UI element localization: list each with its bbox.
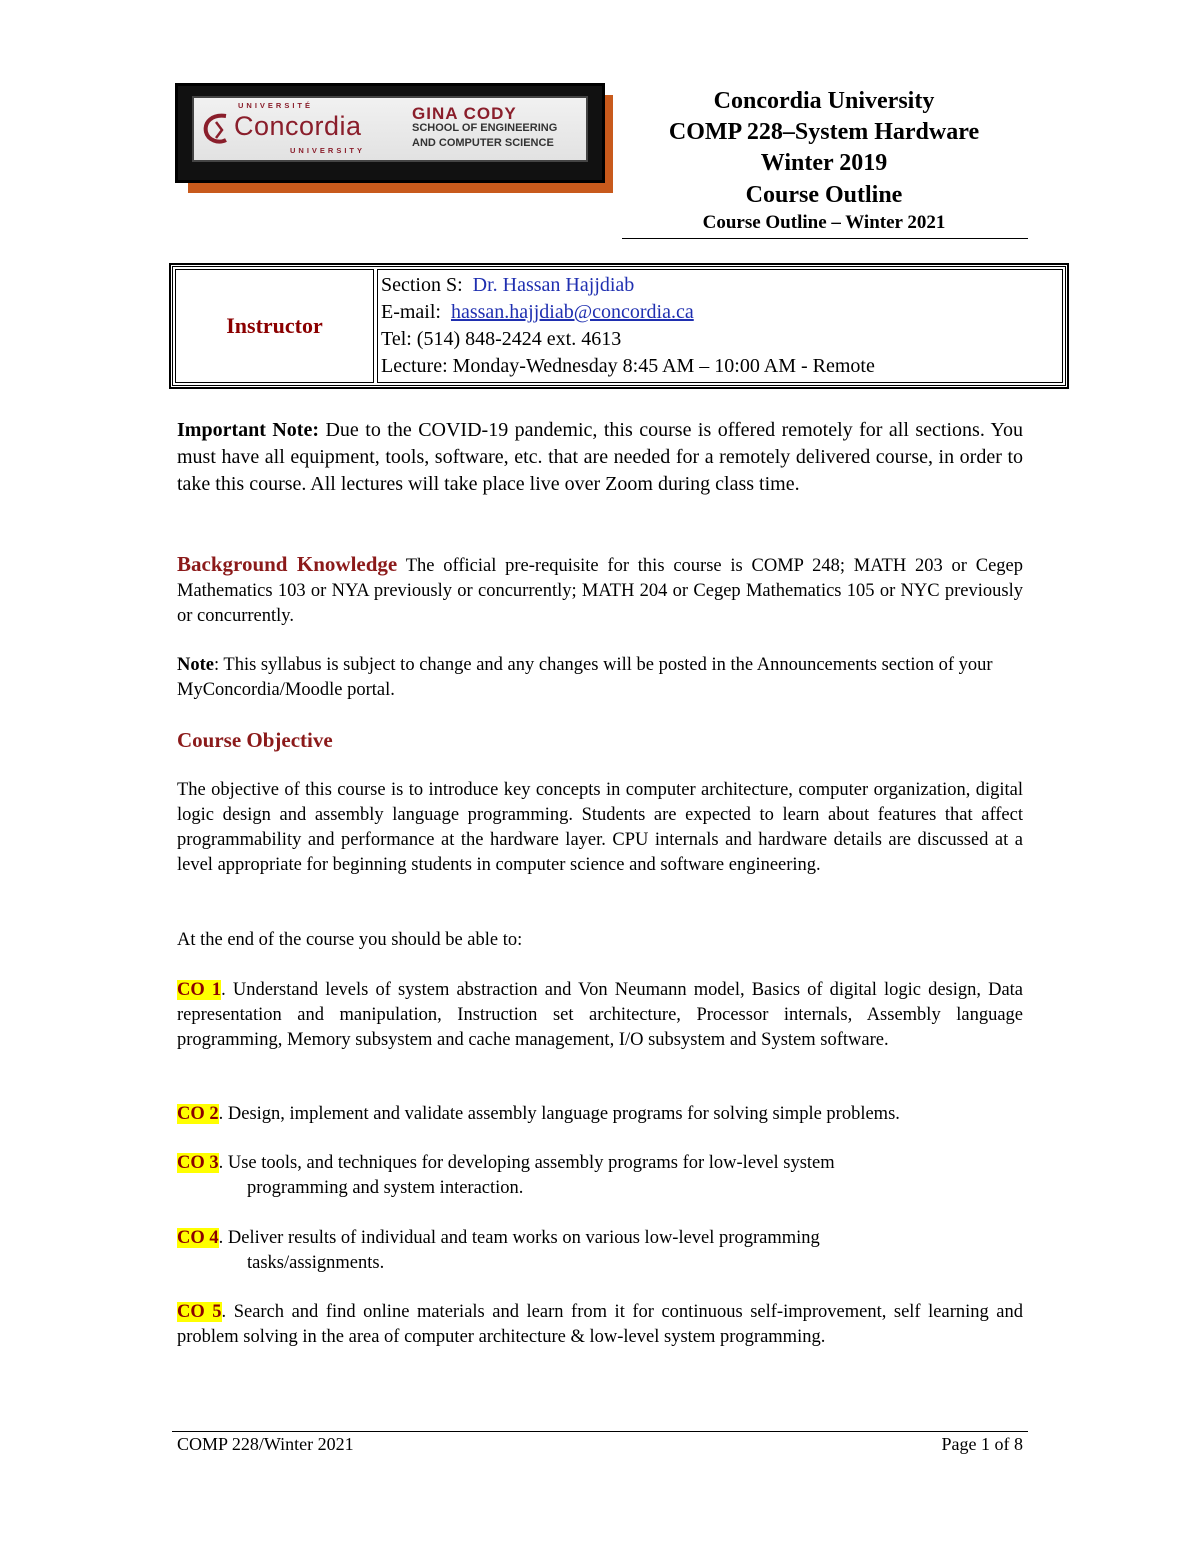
outcome-text: . Design, implement and validate assembly language programs for solving simple problems. bbox=[218, 1104, 900, 1124]
syllabus-note bbox=[177, 653, 1007, 703]
header-university: Concordia University bbox=[713, 88, 935, 114]
outcome-co4 bbox=[177, 1226, 1023, 1276]
concordia-logo bbox=[192, 96, 588, 162]
logo-school bbox=[412, 106, 557, 151]
logo-wordmark: Concordia bbox=[234, 111, 362, 141]
note-text: : This syllabus is subject to change and any changes will be posted in the Announcements section of your MyConcordia/Moodle portal. bbox=[177, 655, 993, 700]
outcome-tag: CO 5 bbox=[177, 1302, 222, 1322]
important-note bbox=[177, 417, 1023, 498]
important-note-label: Important Note: bbox=[177, 419, 319, 441]
outcome-tag: CO 3 bbox=[177, 1153, 219, 1173]
logo-school-name: GINA CODY bbox=[412, 104, 517, 123]
header-rule bbox=[622, 238, 1028, 239]
instructor-email-link[interactable]: hassan.hajjdiab@concordia.ca bbox=[450, 301, 694, 323]
outcome-tag: CO 2 bbox=[177, 1104, 219, 1124]
outcome-co1 bbox=[177, 978, 1023, 1053]
outcome-text: . Use tools, and techniques for developing assembly programs for low-level system bbox=[218, 1153, 835, 1173]
background-heading: Background Knowledge bbox=[177, 552, 398, 576]
outcome-co2 bbox=[177, 1102, 1023, 1127]
instructor-name: Dr. Hassan Hajjdiab bbox=[472, 274, 635, 296]
footer-rule bbox=[172, 1431, 1028, 1432]
objective-text: The objective of this course is to introduce key concepts in computer architecture, computer organization, digital logic design and assembly language programming. Students are expected to learn about features that affect programmability and performance at the hardware layer. CPU internals and hardware details are discussed at a level appropriate for beginning students in computer science and software engineering. bbox=[177, 780, 1023, 875]
instructor-email-row bbox=[381, 299, 694, 326]
important-note-text: Due to the COVID-19 pandemic, this course is offered remotely for all sections. You must have all equipment, tools, software, etc. that are needed for a remotely delivered course, in order to take this course. All lectures will take place live over Zoom during class time. bbox=[177, 419, 1023, 495]
objective-intro: At the end of the course you should be able to: bbox=[177, 930, 523, 950]
objective-heading: Course Objective bbox=[177, 728, 333, 752]
header-term: Winter 2019 bbox=[760, 150, 888, 176]
outcome-text: . Understand levels of system abstraction and Von Neumann model, Basics of digital logic design, Data representation and manipulation, Instruction set architecture, Processor internals, Assembly language programming, Memory subsystem and cache management, I/O subsystem and System software. bbox=[177, 980, 1024, 1050]
section-prefix: Section S: bbox=[381, 274, 463, 296]
header-course: COMP 228–System Hardware bbox=[668, 119, 980, 145]
background-text: The official pre-requisite for this course is COMP 248; MATH 203 or Cegep Mathematics 103 or NYA previously or concurrently; MATH 204 or Cegep Mathematics 105 or NYC previously or concurrently. bbox=[177, 556, 1023, 626]
instructor-lecture: Lecture: Monday-Wednesday 8:45 AM – 10:00 AM - Remote bbox=[381, 355, 875, 377]
outcome-text: . Deliver results of individual and team works on various low-level programming bbox=[218, 1228, 820, 1248]
outcome-tag: CO 4 bbox=[177, 1228, 219, 1248]
outcome-text-cont: programming and system interaction. bbox=[247, 1178, 524, 1198]
instructor-section bbox=[381, 272, 634, 299]
outcome-tag: CO 1 bbox=[177, 980, 222, 1000]
logo-school-line1: SCHOOL OF ENGINEERING bbox=[412, 122, 558, 134]
logo-bottom-small: UNIVERSITY bbox=[290, 146, 366, 155]
footer-course: COMP 228/Winter 2021 bbox=[177, 1434, 354, 1454]
instructor-tel: Tel: (514) 848-2424 ext. 4613 bbox=[381, 328, 622, 350]
outcome-text-cont: tasks/assignments. bbox=[247, 1253, 385, 1273]
outcome-co3 bbox=[177, 1151, 1023, 1201]
outcome-text: . Search and find online materials and learn from it for continuous self-improvement, self learning and problem solving in the area of computer architecture & low-level system programming. bbox=[177, 1302, 1023, 1347]
logo-school-line2: AND COMPUTER SCIENCE bbox=[412, 137, 554, 149]
outcome-co5 bbox=[177, 1300, 1023, 1350]
footer-page-number: Page 1 of 8 bbox=[941, 1434, 1023, 1454]
background-knowledge bbox=[177, 552, 1023, 629]
logo-top-small: UNIVERSITÉ bbox=[238, 101, 314, 110]
concordia-emblem-icon bbox=[202, 112, 230, 146]
header-outline: Course Outline bbox=[745, 182, 903, 208]
note-label: Note bbox=[177, 655, 214, 675]
header-subtitle: Course Outline – Winter 2021 bbox=[702, 212, 946, 233]
instructor-label: Instructor bbox=[175, 269, 374, 383]
email-prefix: E-mail: bbox=[381, 301, 441, 323]
